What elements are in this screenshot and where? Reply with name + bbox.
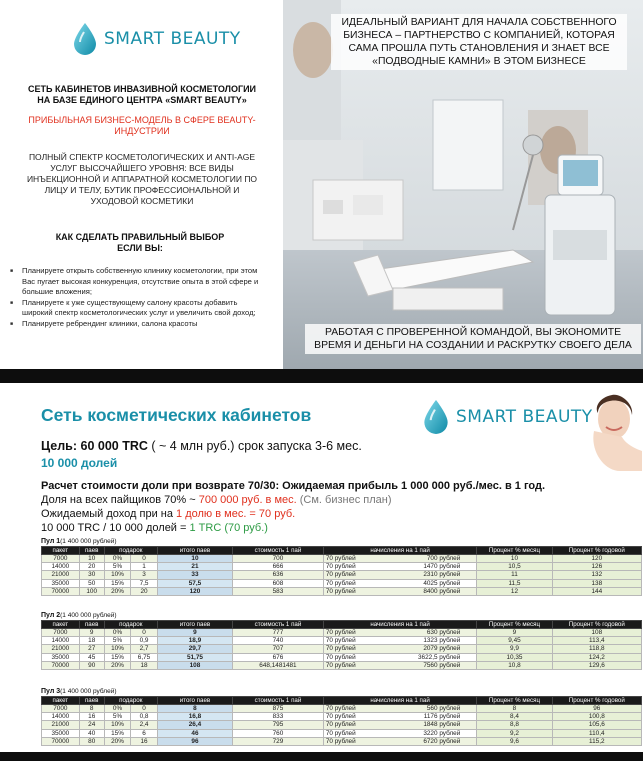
table-cell: 707 bbox=[233, 645, 324, 653]
table-cell: 35000 bbox=[42, 729, 80, 737]
table-cell: 9,45 bbox=[477, 637, 552, 645]
pool-table bbox=[41, 620, 642, 670]
accrual-total: 4025 рублей bbox=[423, 579, 461, 587]
table-cell: 8 bbox=[157, 705, 232, 713]
accrual-total: 8400 рублей bbox=[423, 587, 461, 595]
table-cell: 24 bbox=[79, 721, 104, 729]
slide-divider bbox=[0, 369, 643, 383]
accrual-total: 3622,5 рублей bbox=[417, 653, 461, 661]
table-cell: 40 bbox=[79, 729, 104, 737]
share-all-line bbox=[41, 494, 392, 507]
pool-label: Пул 3 bbox=[41, 688, 61, 695]
accrual-total: 1176 рублей bbox=[423, 713, 461, 721]
accrual-total: 6720 рублей bbox=[423, 737, 461, 745]
table-cell: 583 bbox=[233, 587, 324, 595]
table-cell: 8,4 bbox=[477, 713, 552, 721]
table-cell: 14000 bbox=[42, 637, 80, 645]
column-header: итого паев bbox=[157, 697, 232, 705]
table-cell: 777 bbox=[233, 629, 324, 637]
column-header: начисления на 1 пай bbox=[323, 697, 476, 705]
table-cell: 20 bbox=[131, 587, 158, 595]
table-cell: 120 bbox=[552, 555, 641, 563]
pool-table bbox=[41, 546, 642, 596]
table-cell: 740 bbox=[233, 637, 324, 645]
table-cell: 21000 bbox=[42, 571, 80, 579]
pool-title bbox=[41, 538, 117, 545]
accrual-total: 560 рублей bbox=[426, 705, 461, 713]
photo-bottom-caption: РАБОТАЯ С ПРОВЕРЕННОЙ КОМАНДОЙ, ВЫ ЭКОНОМИТЕ ВРЕМЯ И ДЕНЬГИ НА СОЗДАНИИ И РАСКРУТКУ СВОЕГО ДЕЛА bbox=[305, 324, 641, 354]
accrual-rate: 70 рублей bbox=[325, 705, 356, 713]
table-row bbox=[42, 571, 642, 579]
accrual-total: 3220 рублей bbox=[423, 729, 461, 737]
column-header: подарок bbox=[104, 621, 157, 629]
trc-rate-text: 10 000 TRC / 10 000 долей = bbox=[41, 522, 190, 534]
table-cell: 9 bbox=[79, 629, 104, 637]
photo-top-caption: ИДЕАЛЬНЫЙ ВАРИАНТ ДЛЯ НАЧАЛА СОБСТВЕННОГО БИЗНЕСА – ПАРТНЕРСТВО С КОМПАНИЕЙ, КОТОРАЯ САМА ПРОШЛА ПУТЬ СТАНОВЛЕНИЯ И ЗНАЕТ ВСЕ «ПОДВОДНЫЕ КАМНИ» В ЭТОМ БИЗНЕСЕ bbox=[331, 14, 627, 70]
table-cell: 10% bbox=[104, 571, 131, 579]
table-cell: 8 bbox=[79, 705, 104, 713]
water-drop-icon bbox=[422, 399, 450, 435]
table-cell: 1 bbox=[131, 563, 158, 571]
table-cell: 10,5 bbox=[477, 563, 552, 571]
table-cell: 70000 bbox=[42, 737, 80, 745]
table-cell: 10 bbox=[477, 555, 552, 563]
accrual-rate: 70 рублей bbox=[325, 721, 356, 729]
table-cell: 30 bbox=[79, 571, 104, 579]
column-header: пакет bbox=[42, 697, 80, 705]
pool-label: Пул 1 bbox=[41, 538, 61, 545]
table-cell bbox=[323, 555, 476, 563]
smart-beauty-logo bbox=[72, 22, 241, 56]
table-cell: 124,2 bbox=[552, 653, 641, 661]
shares-count: 10 000 долей bbox=[41, 456, 118, 470]
column-header: начисления на 1 пай bbox=[323, 621, 476, 629]
table-cell: 608 bbox=[233, 579, 324, 587]
column-header: стоимость 1 пай bbox=[233, 697, 324, 705]
table-cell: 0,8 bbox=[131, 713, 158, 721]
table-cell: 16 bbox=[79, 713, 104, 721]
table-cell: 16 bbox=[131, 737, 158, 745]
table-cell: 45 bbox=[79, 653, 104, 661]
table-cell: 5% bbox=[104, 713, 131, 721]
table-cell: 7,5 bbox=[131, 579, 158, 587]
column-header: Процент % годовой bbox=[552, 697, 641, 705]
column-header: итого паев bbox=[157, 547, 232, 555]
accrual-total: 7560 рублей bbox=[423, 661, 461, 669]
table-cell bbox=[323, 705, 476, 713]
accrual-rate: 70 рублей bbox=[325, 653, 356, 661]
pool-label: Пул 2 bbox=[41, 612, 61, 619]
table-cell: 7000 bbox=[42, 705, 80, 713]
table-cell: 10,35 bbox=[477, 653, 552, 661]
table-row bbox=[42, 721, 642, 729]
table-cell: 3 bbox=[131, 571, 158, 579]
business-plan-note: (См. бизнес план) bbox=[296, 494, 392, 506]
smart-beauty-logo bbox=[422, 399, 593, 435]
table-cell: 0 bbox=[131, 555, 158, 563]
column-header: Процент % месяц bbox=[477, 621, 552, 629]
table-cell: 132 bbox=[552, 571, 641, 579]
pool-title bbox=[41, 612, 117, 619]
table-cell: 10 bbox=[157, 555, 232, 563]
accrual-rate: 70 рублей bbox=[325, 555, 356, 563]
table-cell: 875 bbox=[233, 705, 324, 713]
table-cell: 666 bbox=[233, 563, 324, 571]
table-cell: 118,8 bbox=[552, 645, 641, 653]
expected-income-amount: 1 долю в мес. = 70 руб. bbox=[176, 508, 296, 520]
pool-amount: (1 400 000 рублей) bbox=[60, 538, 117, 545]
table-cell: 5% bbox=[104, 563, 131, 571]
table-cell: 9,6 bbox=[477, 737, 552, 745]
table-cell: 144 bbox=[552, 587, 641, 595]
pool-amount: (1 400 000 рублей) bbox=[60, 612, 117, 619]
table-cell: 0% bbox=[104, 629, 131, 637]
table-cell: 90 bbox=[79, 661, 104, 669]
table-cell: 6,75 bbox=[131, 653, 158, 661]
table-cell: 138 bbox=[552, 579, 641, 587]
table-cell bbox=[323, 737, 476, 745]
table-cell: 833 bbox=[233, 713, 324, 721]
brand-name: SMART BEAUTY bbox=[456, 407, 593, 427]
accrual-total: 2079 рублей bbox=[423, 645, 461, 653]
table-row bbox=[42, 661, 642, 669]
table-cell: 113,4 bbox=[552, 637, 641, 645]
column-header: паев bbox=[79, 547, 104, 555]
table-cell: 20% bbox=[104, 737, 131, 745]
table-cell bbox=[323, 629, 476, 637]
list-item: ■ Планируете к уже существующему салону красоты добавить широкий спектр косметологических услуг и увеличить свой доход; bbox=[8, 298, 270, 319]
slide-1-description: ПОЛНЫЙ СПЕКТР КОСМЕТОЛОГИЧЕСКИХ И ANTI-AGE УСЛУГ ВЫСОЧАЙШЕГО УРОВНЯ: ВСЕ ВИДЫ ИНЪЕКЦИОННОЙ И АППАРАТНОЙ КОСМЕТОЛОГИИ ПО ЛИЦУ И ТЕЛУ, БУТИК ПРОФЕССИОНАЛЬНОЙ И УХОДОВОЙ КОСМЕТИКИ bbox=[26, 152, 258, 206]
table-cell bbox=[323, 563, 476, 571]
table-cell: 120 bbox=[157, 587, 232, 595]
table-cell: 18,9 bbox=[157, 637, 232, 645]
share-all-amount: 700 000 руб. в мес. bbox=[198, 494, 297, 506]
table-cell: 96 bbox=[552, 705, 641, 713]
table-cell: 51,75 bbox=[157, 653, 232, 661]
table-cell: 21000 bbox=[42, 645, 80, 653]
table-cell: 100,8 bbox=[552, 713, 641, 721]
table-cell: 110,4 bbox=[552, 729, 641, 737]
table-cell: 126 bbox=[552, 563, 641, 571]
table-cell: 129,6 bbox=[552, 661, 641, 669]
table-cell: 648,1481481 bbox=[233, 661, 324, 669]
column-header: паев bbox=[79, 621, 104, 629]
table-cell: 26,4 bbox=[157, 721, 232, 729]
accrual-rate: 70 рублей bbox=[325, 713, 356, 721]
table-cell: 700 bbox=[233, 555, 324, 563]
column-header: Процент % месяц bbox=[477, 547, 552, 555]
slide-1-bullet-list bbox=[8, 266, 270, 329]
table-cell bbox=[323, 645, 476, 653]
table-cell: 12 bbox=[477, 587, 552, 595]
accrual-rate: 70 рублей bbox=[325, 587, 356, 595]
table-cell bbox=[323, 721, 476, 729]
table-cell: 70000 bbox=[42, 587, 80, 595]
accrual-total: 1323 рублей bbox=[423, 637, 461, 645]
slide-1-heading: СЕТЬ КАБИНЕТОВ ИНВАЗИВНОЙ КОСМЕТОЛОГИИ НА БАЗЕ ЕДИНОГО ЦЕНТРА «SMART BEAUTY» bbox=[27, 84, 257, 105]
table-cell: 676 bbox=[233, 653, 324, 661]
table-cell: 0 bbox=[131, 705, 158, 713]
table-row bbox=[42, 653, 642, 661]
table-cell: 7000 bbox=[42, 629, 80, 637]
table-row bbox=[42, 579, 642, 587]
accrual-rate: 70 рублей bbox=[325, 629, 356, 637]
table-row bbox=[42, 705, 642, 713]
table-row bbox=[42, 563, 642, 571]
accrual-total: 2310 рублей bbox=[423, 571, 461, 579]
table-cell bbox=[323, 713, 476, 721]
column-header: стоимость 1 пай bbox=[233, 547, 324, 555]
slide-2 bbox=[0, 383, 643, 752]
table-cell: 9 bbox=[157, 629, 232, 637]
accrual-rate: 70 рублей bbox=[325, 637, 356, 645]
table-cell bbox=[323, 653, 476, 661]
goal-details: ( ~ 4 млн руб.) срок запуска 3-6 мес. bbox=[147, 439, 362, 453]
table-cell: 11 bbox=[477, 571, 552, 579]
table-cell: 0 bbox=[131, 629, 158, 637]
table-cell: 96 bbox=[157, 737, 232, 745]
accrual-rate: 70 рублей bbox=[325, 571, 356, 579]
table-cell: 636 bbox=[233, 571, 324, 579]
table-cell: 7000 bbox=[42, 555, 80, 563]
table-row bbox=[42, 637, 642, 645]
table-cell bbox=[323, 637, 476, 645]
table-cell: 100 bbox=[79, 587, 104, 595]
table-row bbox=[42, 737, 642, 745]
table-cell: 20% bbox=[104, 587, 131, 595]
water-drop-icon bbox=[72, 22, 98, 56]
table-cell: 0,9 bbox=[131, 637, 158, 645]
table-cell: 15% bbox=[104, 579, 131, 587]
woman-portrait-image bbox=[580, 391, 642, 471]
accrual-total: 1470 рублей bbox=[423, 563, 461, 571]
table-cell: 16,8 bbox=[157, 713, 232, 721]
column-header: Процент % годовой bbox=[552, 621, 641, 629]
table-cell: 33 bbox=[157, 571, 232, 579]
accrual-total: 700 рублей bbox=[426, 555, 461, 563]
slide-1-subheading: ПРИБЫЛЬНАЯ БИЗНЕС-МОДЕЛЬ В СФЕРЕ BEAUTY-ИНДУСТРИИ bbox=[28, 115, 256, 136]
table-cell: 18 bbox=[131, 661, 158, 669]
table-cell: 27 bbox=[79, 645, 104, 653]
table-cell: 729 bbox=[233, 737, 324, 745]
column-header: подарок bbox=[104, 547, 157, 555]
table-cell bbox=[323, 587, 476, 595]
table-cell bbox=[323, 571, 476, 579]
pool-title bbox=[41, 688, 117, 695]
accrual-rate: 70 рублей bbox=[325, 661, 356, 669]
table-cell: 15% bbox=[104, 729, 131, 737]
table-cell: 21 bbox=[157, 563, 232, 571]
column-header: Процент % годовой bbox=[552, 547, 641, 555]
table-cell: 10% bbox=[104, 645, 131, 653]
goal-label: Цель: 60 000 TRC bbox=[41, 439, 148, 453]
column-header: итого паев bbox=[157, 621, 232, 629]
table-cell: 760 bbox=[233, 729, 324, 737]
slide-2-title: Сеть косметических кабинетов bbox=[41, 405, 312, 425]
pool-table bbox=[41, 696, 642, 746]
table-cell: 14000 bbox=[42, 713, 80, 721]
table-cell: 10% bbox=[104, 721, 131, 729]
accrual-total: 630 рублей bbox=[426, 629, 461, 637]
clinic-interior-photo bbox=[283, 0, 643, 369]
pool-amount: (1 400 000 рублей) bbox=[60, 688, 117, 695]
expected-income-line bbox=[41, 508, 295, 521]
table-cell: 108 bbox=[552, 629, 641, 637]
column-header: стоимость 1 пай bbox=[233, 621, 324, 629]
trc-rate-line bbox=[41, 522, 268, 535]
slide-1-question: КАК СДЕЛАТЬ ПРАВИЛЬНЫЙ ВЫБОР ЕСЛИ ВЫ: bbox=[55, 232, 225, 253]
column-header: пакет bbox=[42, 621, 80, 629]
table-row bbox=[42, 629, 642, 637]
list-item: ■ Планируете ребрендинг клиники, салона красоты bbox=[8, 319, 270, 330]
accrual-rate: 70 рублей bbox=[325, 645, 356, 653]
table-cell: 11,5 bbox=[477, 579, 552, 587]
table-cell: 20 bbox=[79, 563, 104, 571]
table-cell: 20% bbox=[104, 661, 131, 669]
list-item: ■ Планируете открыть собственную клинику косметологии, при этом Вас пугает высокая конкуренция, отсутствие опыта в этой сфере и большие вложения; bbox=[8, 266, 270, 298]
expected-income-text: Ожидаемый доход при на bbox=[41, 508, 177, 520]
table-cell: 15% bbox=[104, 653, 131, 661]
table-cell: 14000 bbox=[42, 563, 80, 571]
column-header: подарок bbox=[104, 697, 157, 705]
table-cell: 8 bbox=[477, 705, 552, 713]
table-cell: 795 bbox=[233, 721, 324, 729]
table-cell: 0% bbox=[104, 555, 131, 563]
brand-name: SMART BEAUTY bbox=[104, 29, 241, 49]
table-row bbox=[42, 645, 642, 653]
table-cell: 9,2 bbox=[477, 729, 552, 737]
table-cell: 10,8 bbox=[477, 661, 552, 669]
accrual-total: 1848 рублей bbox=[423, 721, 461, 729]
trc-rate-value: 1 TRC (70 руб.) bbox=[189, 522, 268, 534]
table-cell: 2,4 bbox=[131, 721, 158, 729]
table-cell: 50 bbox=[79, 579, 104, 587]
table-cell: 108 bbox=[157, 661, 232, 669]
table-cell: 80 bbox=[79, 737, 104, 745]
table-cell: 9 bbox=[477, 629, 552, 637]
table-row bbox=[42, 713, 642, 721]
table-row bbox=[42, 555, 642, 563]
table-cell: 35000 bbox=[42, 653, 80, 661]
table-cell: 29,7 bbox=[157, 645, 232, 653]
table-cell: 105,6 bbox=[552, 721, 641, 729]
table-cell bbox=[323, 579, 476, 587]
column-header: начисления на 1 пай bbox=[323, 547, 476, 555]
table-cell: 10 bbox=[79, 555, 104, 563]
table-cell: 8,8 bbox=[477, 721, 552, 729]
table-cell: 57,5 bbox=[157, 579, 232, 587]
table-cell: 115,2 bbox=[552, 737, 641, 745]
accrual-rate: 70 рублей bbox=[325, 563, 356, 571]
column-header: пакет bbox=[42, 547, 80, 555]
table-cell: 70000 bbox=[42, 661, 80, 669]
table-row bbox=[42, 729, 642, 737]
table-cell: 35000 bbox=[42, 579, 80, 587]
share-all-text: Доля на всех пайщиков 70% ~ bbox=[41, 494, 199, 506]
goal-line bbox=[41, 440, 362, 453]
table-cell bbox=[323, 729, 476, 737]
slide-1 bbox=[0, 0, 643, 369]
slide-1-text-panel bbox=[0, 0, 283, 369]
column-header: паев bbox=[79, 697, 104, 705]
accrual-rate: 70 рублей bbox=[325, 729, 356, 737]
table-cell bbox=[323, 661, 476, 669]
table-cell: 0% bbox=[104, 705, 131, 713]
table-cell: 18 bbox=[79, 637, 104, 645]
calc-line: Расчет стоимости доли при возврате 70/30: Ожидаемая прибыль 1 000 000 руб./мес. в 1 год. bbox=[41, 480, 546, 492]
accrual-rate: 70 рублей bbox=[325, 579, 356, 587]
table-cell: 9,9 bbox=[477, 645, 552, 653]
table-row bbox=[42, 587, 642, 595]
table-cell: 2,7 bbox=[131, 645, 158, 653]
table-cell: 46 bbox=[157, 729, 232, 737]
accrual-rate: 70 рублей bbox=[325, 737, 356, 745]
column-header: Процент % месяц bbox=[477, 697, 552, 705]
table-cell: 21000 bbox=[42, 721, 80, 729]
table-cell: 5% bbox=[104, 637, 131, 645]
bottom-bar bbox=[0, 752, 643, 761]
table-cell: 6 bbox=[131, 729, 158, 737]
